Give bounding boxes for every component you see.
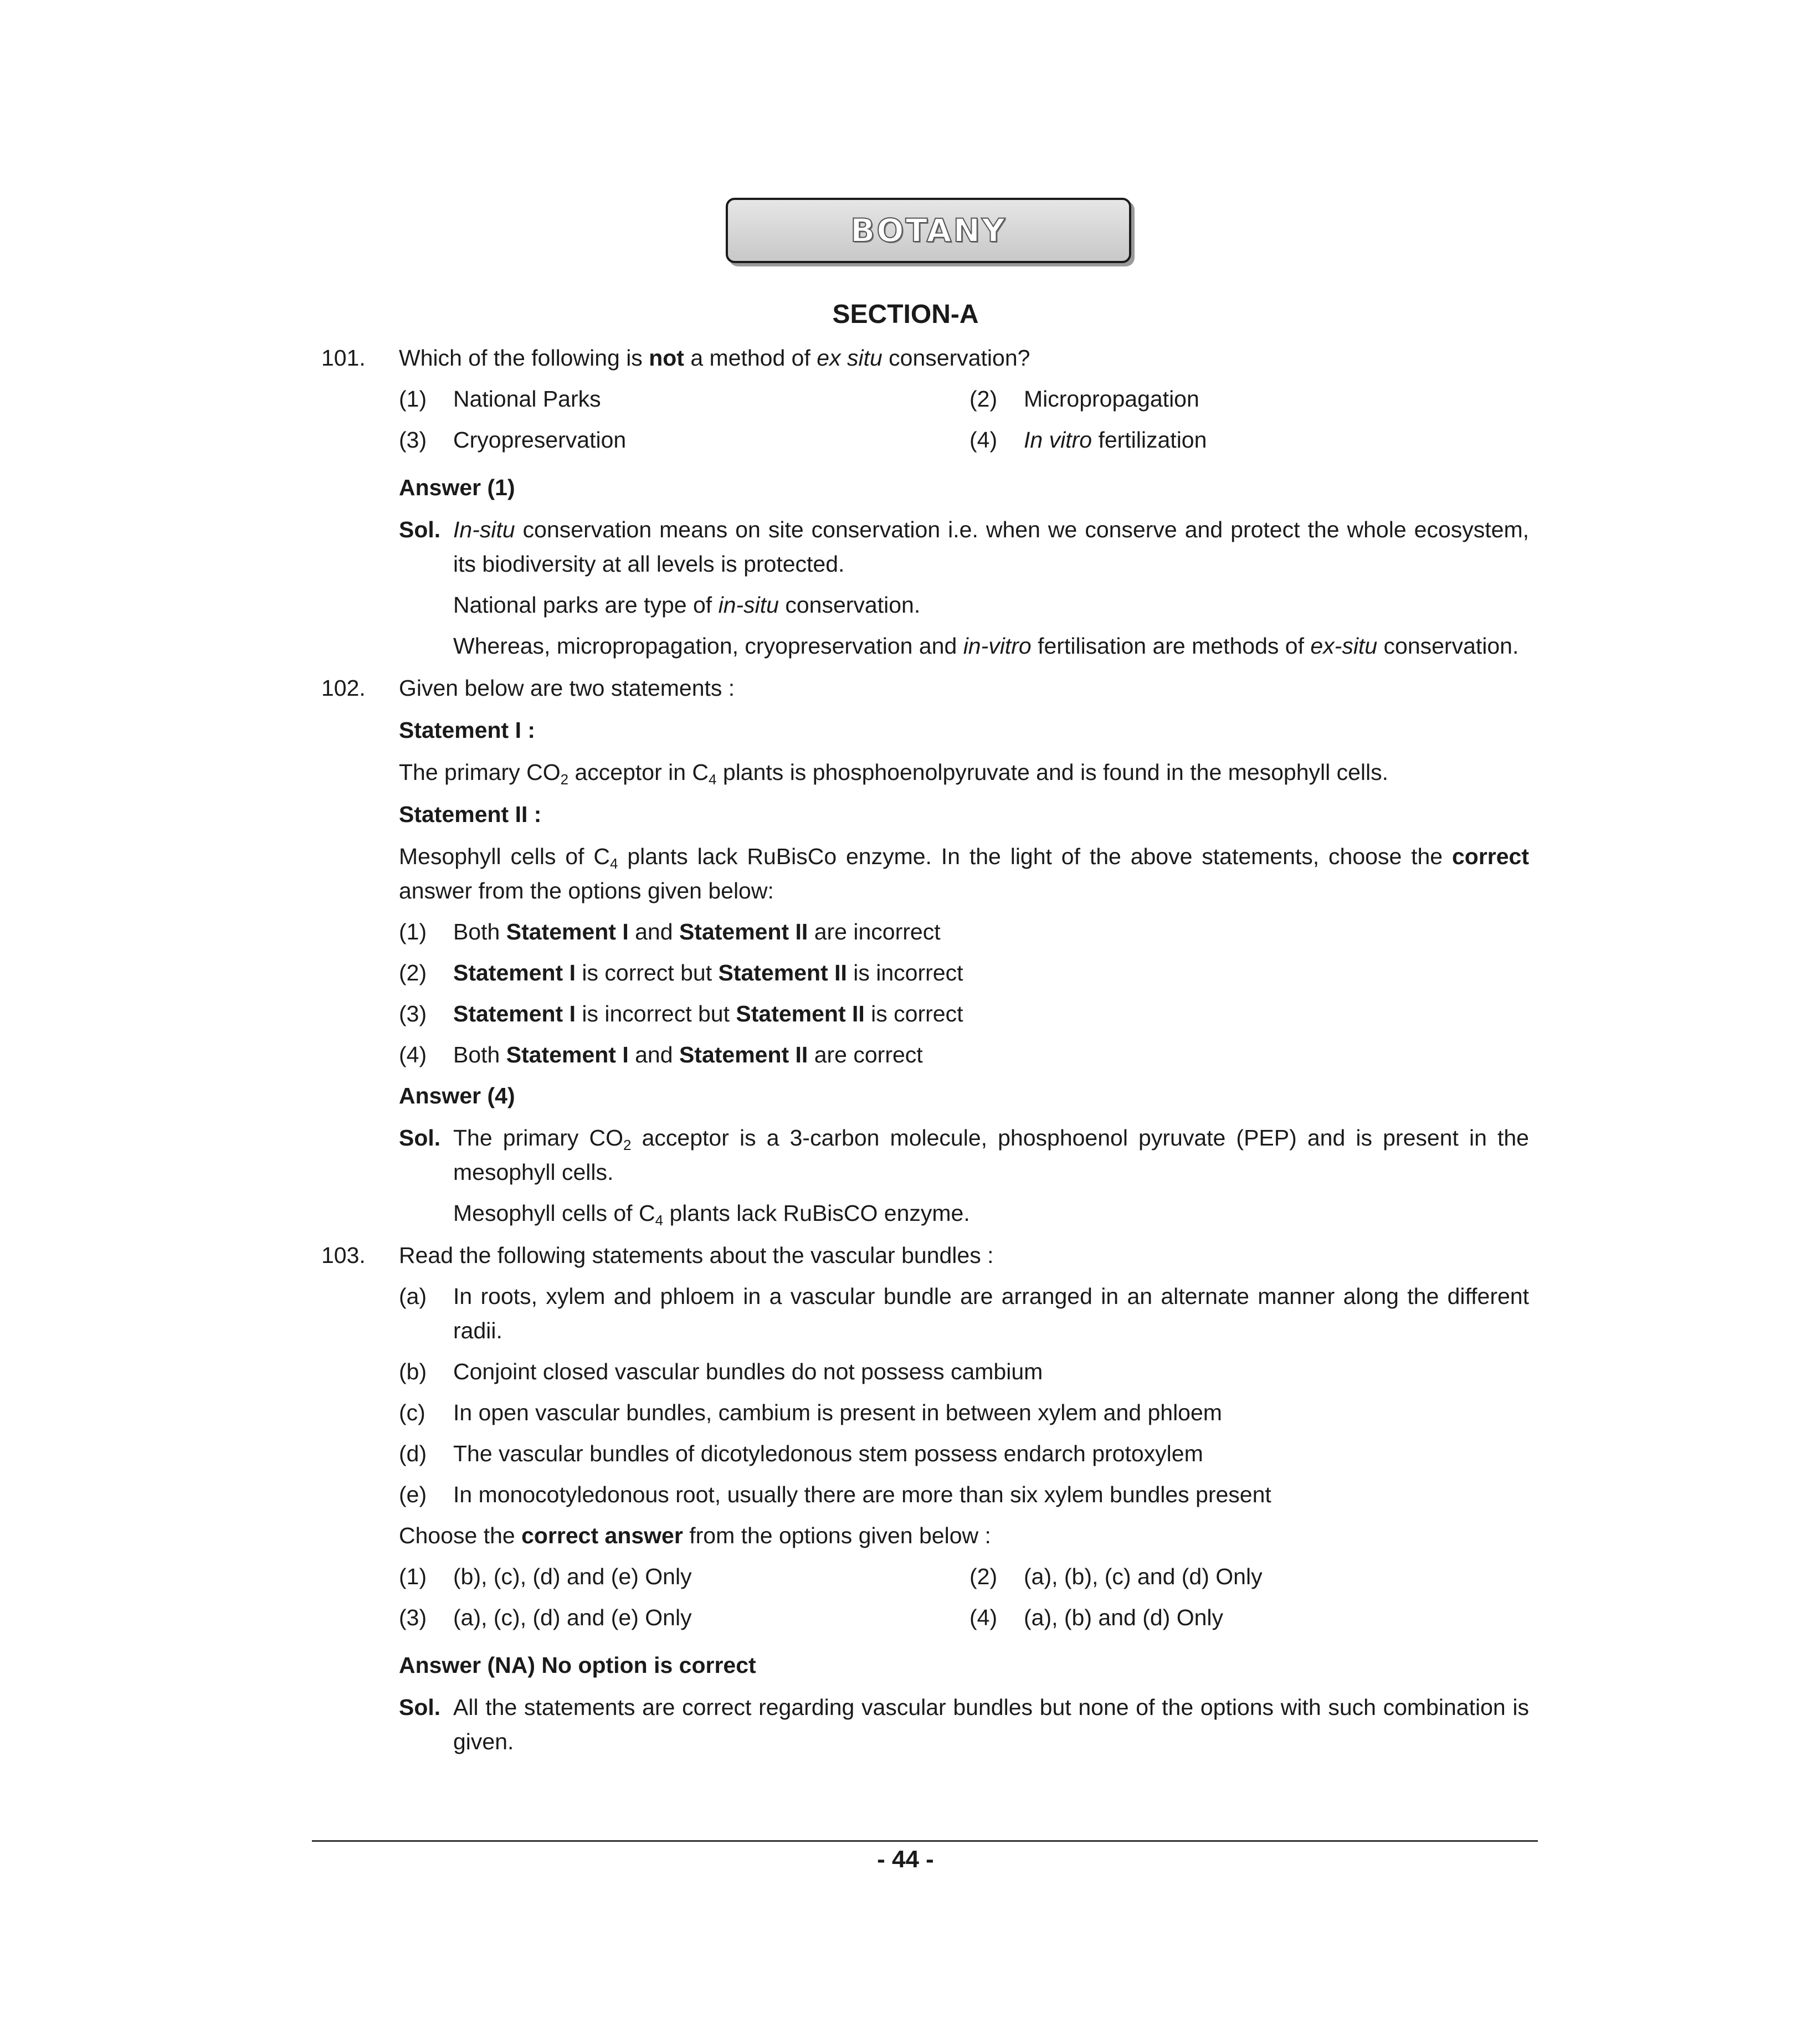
options: [399, 915, 1529, 1072]
option-4: (4) (a), (b) and (d) Only: [969, 1605, 1223, 1630]
statement-a: (a) In roots, xylem and phloem in a vascular bundle are arranged in an alternate manner along the different radii.: [399, 1283, 1529, 1343]
solution-paragraph: All the statements are correct regarding vascular bundles but none of the options with such combination is given.: [453, 1694, 1529, 1754]
answer: Answer (1): [399, 475, 515, 500]
questions-content: [321, 341, 1529, 1765]
subject-banner: [726, 198, 1131, 263]
question-text: Which of the following is not a method of ex situ conservation?: [399, 345, 1030, 371]
footer-divider: [312, 1840, 1538, 1842]
section-title: SECTION-A: [832, 300, 979, 329]
option-2: (2) Statement I is correct but Statement II is incorrect: [399, 960, 963, 985]
question-number: 103.: [321, 1242, 366, 1268]
statement-c: (c) In open vascular bundles, cambium is present in between xylem and phloem: [399, 1400, 1222, 1425]
option-2: (2) (a), (b), (c) and (d) Only: [969, 1564, 1263, 1589]
option-1: (1) National Parks: [399, 386, 601, 412]
solution: Sol. The primary $CO_2$ acceptor is a 3-carbon molecule, phosphoenol pyruvate (PEP) and is present in the mesophyll cells. Mesophyll cells of $C_4$ plants lack RuBisCO enzyme.: [399, 1121, 1529, 1230]
option-4: (4) Both Statement I and Statement II are correct: [399, 1042, 923, 1067]
question-101: [321, 341, 1529, 663]
choose-instruction: Choose the correct answer from the options given below :: [399, 1523, 991, 1548]
solution: Sol. In-situ conservation means on site conservation i.e. when we conserve and protect the whole ecosystem, its biodiversity at all levels is protected. National parks are type of in-situ conservation. Whereas, micropropagation, cryopreservation and in-vitro fertilisation are methods of ex-situ conservation.: [399, 512, 1529, 663]
option-4: (4) In vitro fertilization: [969, 427, 1207, 453]
statement-1-text: The primary $CO_2$ acceptor in $C_4$ plants is phosphoenolpyruvate and is found in the mesophyll cells.: [399, 759, 1389, 788]
question-number: 101.: [321, 345, 366, 371]
statements: [399, 1279, 1529, 1512]
solution-paragraph: The primary $CO_2$ acceptor is a 3-carbon molecule, phosphoenol pyruvate (PEP) and is present in the mesophyll cells.: [453, 1125, 1529, 1185]
statement-d: (d) The vascular bundles of dicotyledonous stem possess endarch protoxylem: [399, 1441, 1203, 1466]
statement-2-heading: Statement II :: [399, 802, 542, 827]
question-text: Read the following statements about the vascular bundles :: [399, 1242, 994, 1268]
options: [399, 382, 1529, 464]
option-2: (2) Micropropagation: [969, 386, 1199, 412]
answer: Answer (4): [399, 1083, 515, 1108]
statement-b: (b) Conjoint closed vascular bundles do not possess cambium: [399, 1359, 1043, 1384]
solution-paragraph: Whereas, micropropagation, cryopreservation and in-vitro fertilisation are methods of ex-situ conservation.: [453, 633, 1519, 659]
option-3: (3) Cryopreservation: [399, 427, 627, 453]
solution-paragraph: National parks are type of in-situ conservation.: [453, 592, 921, 618]
solution: Sol. All the statements are correct regarding vascular bundles but none of the options with such combination is given.: [399, 1690, 1529, 1759]
options: [399, 1559, 1529, 1641]
option-3: (3) Statement I is incorrect but Statement II is correct: [399, 1001, 963, 1026]
statement-2-text: Mesophyll cells of $C_4$ plants lack RuBisCo enzyme. In the light of the above statements, choose the correct answer from the options given below:: [399, 844, 1529, 903]
solution-paragraph: In-situ conservation means on site conservation i.e. when we conserve and protect the whole ecosystem, its biodiversity at all levels is protected.: [453, 517, 1529, 577]
statement-1-heading: Statement I :: [399, 717, 536, 743]
question-102: [321, 671, 1529, 1230]
question-103: [321, 1238, 1529, 1759]
subject-title: BOTANY: [850, 212, 1007, 249]
question-number: 102.: [321, 675, 366, 701]
option-3: (3) (a), (c), (d) and (e) Only: [399, 1605, 692, 1630]
answer: Answer (NA) No option is correct: [399, 1652, 756, 1678]
question-text: Given below are two statements :: [399, 675, 735, 701]
option-1: (1) (b), (c), (d) and (e) Only: [399, 1564, 692, 1589]
page-number: - 44 -: [877, 1846, 934, 1873]
solution-paragraph: Mesophyll cells of $C_4$ plants lack RuBisCO enzyme.: [453, 1200, 970, 1229]
option-1: (1) Both Statement I and Statement II are incorrect: [399, 919, 941, 944]
statement-e: (e) In monocotyledonous root, usually there are more than six xylem bundles present: [399, 1482, 1271, 1507]
